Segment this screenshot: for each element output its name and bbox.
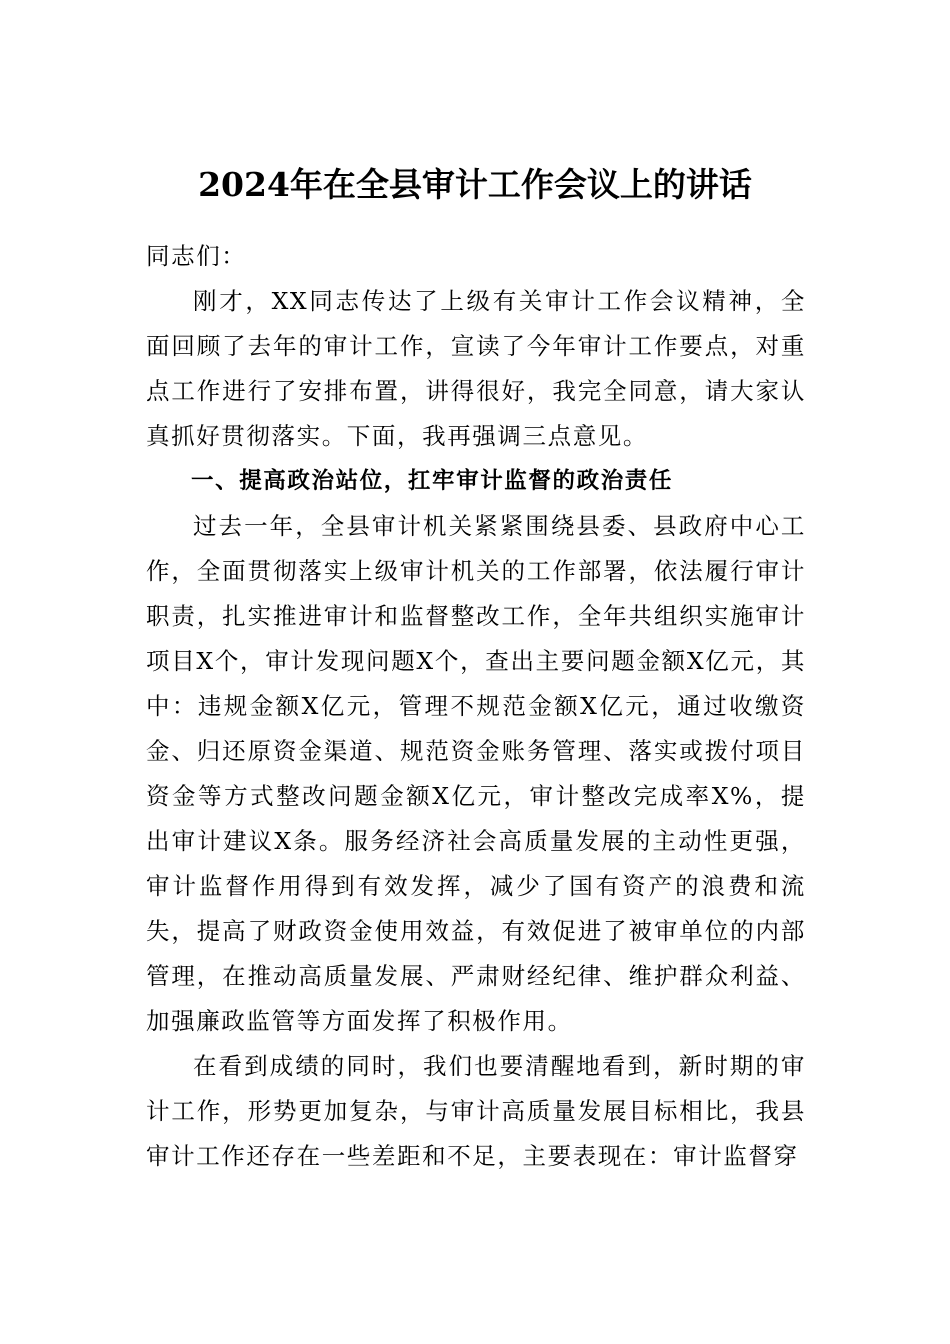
document-title: 2024年在全县审计工作会议上的讲话 (198, 165, 752, 204)
section-heading-1: 一、提高政治站位，扛牢审计监督的政治责任 (191, 468, 674, 494)
paragraph-achievements: 过去一年，全县审计机关紧紧围绕县委、县政府中心工作，全面贯彻落实上级审计机关的工作部署，依法履行审计职责，扎实推进审计和监督整改工作，全年共组织实施审计项目X个，审计发现问题X个，查出主要问题金额X亿元，其中：违规金额X亿元，管理不规范金额X亿元，通过收缴资金、归还原资金渠道、规范资金账务管理、落实或拨付项目资金等方式整改问题金额X亿元，审计整改完成率X%，提出审计建议X条。服务经济社会高质量发展的主动性更强，审计监督作用得到有效发挥，减少了国有资产的浪费和流失，提高了财政资金使用效益，有效促进了被审单位的内部管理，在推动高质量发展、严肃财经纪律、维护群众利益、加强廉政监管等方面发挥了积极作用。 (146, 512, 806, 1035)
salutation: 同志们： (146, 242, 247, 270)
document-body (146, 234, 806, 1179)
paragraph-opening: 刚才，XX同志传达了上级有关审计工作会议精神，全面回顾了去年的审计工作，宣读了今年审计工作要点，对重点工作进行了安排布置，讲得很好，我完全同意，请大家认真抓好贯彻落实。下面，我再强调三点意见。 (146, 287, 806, 450)
paragraph-shortcomings: 在看到成绩的同时，我们也要清醒地看到，新时期的审计工作，形势更加复杂，与审计高质量发展目标相比，我县审计工作还存在一些差距和不足，主要表现在：审计监督穿 (146, 1052, 806, 1170)
